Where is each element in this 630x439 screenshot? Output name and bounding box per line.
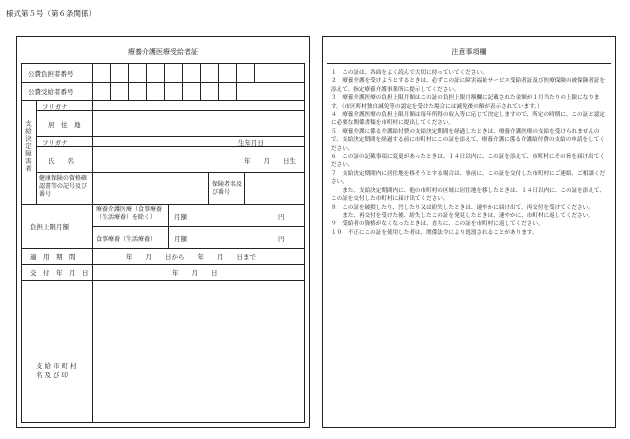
note-item: ２ 療養介護を受けようとするときは、必ずこの証に障害福祉サービス受給者証及び医療保険の被保険者証を添えて、指定療養介護事業所に提示してください。 (331, 78, 606, 93)
note-item: ９ 受給者の資格がなくなったときは、直ちに、この証を市町村に返してください。 (331, 221, 544, 228)
recipient-certificate-card (16, 36, 310, 428)
notes-list (331, 69, 609, 237)
note-item: ６ この証の記載事項に変更があったときは、１４日以内に、この証を添えて、市町村にその旨を届け出てください。 (331, 154, 605, 169)
issue-date-value: 年 月 日 (172, 269, 218, 277)
insurance-id-label: 健康保険の資格確認書等の記号及び番号 (39, 175, 88, 198)
note-item: ７ 支給決定期間内に居住地を移そうとする場合は、事前に、この証を交付した市町村にご連絡、ご相談ください。 (331, 170, 606, 186)
certificate-table (21, 63, 305, 423)
meal-monthly-label: 月額 (174, 235, 187, 243)
note-item: ３ 療養介護医療の負担上限月額はこの証の負担上限月額欄に記載された金額が１月当たりの上限になります。（市区町村独自減免等の認定を受けた場合には減免後の額が表示されています。） (331, 95, 600, 110)
address-label: 居 住 地 (48, 121, 81, 129)
issue-date-label: 交 付 年 月 日 (30, 269, 89, 277)
note-item: １０ 不正にこの証を使用した者は、関係法令により処罰されることがあります。 (331, 229, 538, 236)
medical-monthly-label: 月額 (174, 213, 187, 221)
medical-limit-label: 療養介護医療（食事療養（生活療養）を除く） (96, 206, 163, 221)
form-number: 様式第５号（第６条関係） (6, 9, 96, 18)
certificate-title: 療養介護医療受給者証 (128, 48, 198, 56)
issuing-municipality-label: 支給市町村名及び印 (36, 362, 79, 379)
note-item: ４ 療養介護医療の負担上限月額は毎年所得の収入等に応じて決定しますので、所定の時期に、この証と認定に必要な関係書類を市町村に提出してください。 (331, 112, 605, 127)
notes-card (322, 36, 616, 428)
furigana-label-2: フリガナ (42, 139, 68, 147)
validity-period-label: 適 用 期 間 (30, 253, 76, 261)
note-item: １ この証は、各面をよく読んで大切に持っていてください。 (331, 70, 488, 76)
notes-title: 注意事項欄 (451, 48, 487, 56)
insurer-label: 保険者名及び番号 (212, 181, 243, 196)
validity-period-value: 年 月 日から 年 月 日まで (126, 253, 256, 261)
note-item: ５ 療養介護に係る介護給付費の支給決定期間を経過したときは、療養介護医療の支給を受けられませんので、支給決定期間を経過する前に市町村にこの証を添えて、療養介護に係る介護給付費の支給の申請をしてください。 (331, 128, 605, 152)
payer-number-label: 公費負担者番号 (28, 70, 74, 78)
birth-date-value: 年 月 日生 (244, 157, 296, 165)
note-item: ８ この証を破損したり、汚したり又は紛失したときは、速やかに届け出て、再交付を受けてください。 (331, 204, 594, 211)
furigana-label-1: フリガナ (42, 103, 68, 111)
note-item: また、支給決定期間内に、他の市町村の区域に居住地を移したときは、１４日以内に、この証を添えて、この証を交付した市町村に届け出てください。 (331, 187, 605, 203)
meal-yen-label: 円 (278, 235, 285, 243)
monthly-limit-label: 負担上限月額 (30, 223, 69, 231)
note-item: また、再交付を受けた後、紛失したこの証を発見したときは、速やかに、市町村に返してください。 (331, 212, 594, 219)
meal-limit-label: 食事療養（生活療養） (96, 236, 157, 243)
beneficiary-side-label: 支給決定障害者 (24, 120, 32, 173)
birth-date-label: 生年月日 (238, 139, 264, 147)
name-label: 氏 名 (48, 157, 74, 165)
recipient-number-label: 公費受給者番号 (28, 88, 74, 96)
medical-yen-label: 円 (278, 213, 285, 221)
